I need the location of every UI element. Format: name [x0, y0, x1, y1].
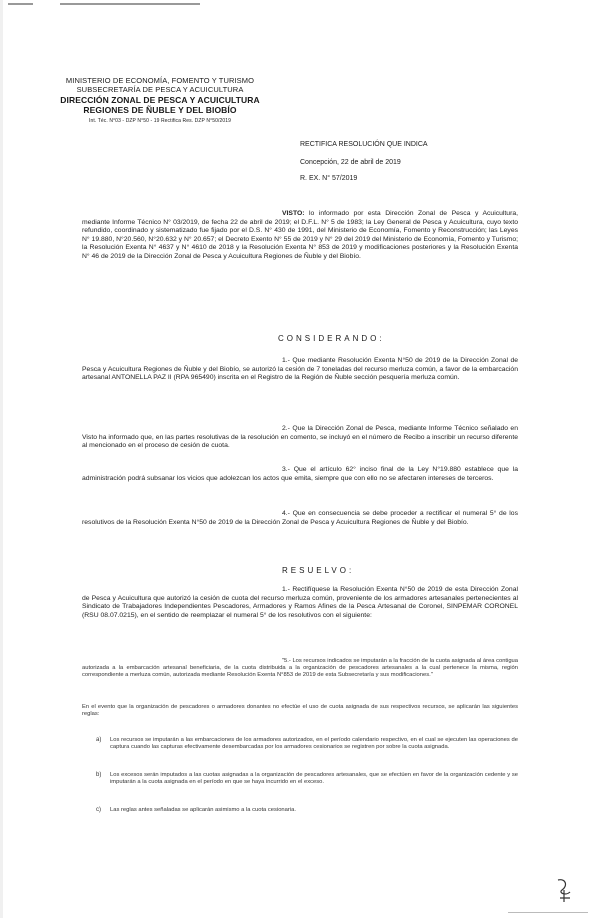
footer-line [508, 912, 588, 913]
rule-a-label: a) [96, 737, 102, 743]
resuelvo-title: RESUELVO: [282, 566, 355, 575]
resuelvo-p1: 1.- Rectifíquese la Resolución Exenta N°50 de 2019 de esta Dirección Zonal de Pesca y Acuicultura que autorizó la cesión de cuota del recurso merluza común, proveniente de los armadores artesanales pertenecientes al Sindicato de Trabajadores Independientes Pescadores, Armadores y Ramos Afines de la Pesca Artesanal de Coronel, SINPEMAR CORONEL (RSU 08.07.0215), en el sentido de reemplazar el numeral 5° de los resolutivos con el siguiente: [82, 586, 518, 619]
document-number: R. EX. N° 57/2019 [300, 175, 358, 182]
visto-text: lo informado por esta Dirección Zonal de Pesca y Acuicultura, mediante Informe Técnico N° 03/2019, de fecha 22 de abril de 2019; el D.F.L. N° 5 de 1983; la Ley General de Pesca y Acuicultura, cuyo texto refundido, coordinado y sistematizado fue fijado por el D.S. N° 430 de 1991, del Ministerio de Economía, Fomento y Reconstrucción; las Leyes N° 19.880, N°20.560, N°20.632 y N° 20.657; el Decreto Exento N° 55 de 2019 y N° 29 del 2019 del Ministerio de Economía, Fomento y Turismo; la Resolución Exenta N° 4637 y N° 4610 de 2018 y la Resolución Exenta N° 853 de 2019 y modificaciones posteriores y la Resolución Exenta N° 46 de 2019 de la Dirección Zonal de Pesca y Acuicultura Regiones de Ñuble y del Biobío. [82, 210, 518, 260]
header-regiones: REGIONES DE ÑUBLE Y DEL BIOBÍO [83, 105, 237, 115]
scan-edge [0, 0, 3, 918]
rule-c-label: c) [96, 807, 101, 813]
resuelvo-quote: "5.- Los recursos indicados se imputarán a la fracción de la cuota asignada al área contigua autorizada a la embarcación artesanal beneficiaria, de la cuota distribuida a la organización de pescadores artesanales a la cual pertenece la misma, región correspondiente a merluza común, autorizada mediante Resolución Exenta N°853 de 2019 de esta Subsecretaría y sus modificaciones." [82, 658, 518, 679]
considerando-p3: 3.- Que el artículo 62° inciso final de la Ley N°19.880 establece que la administración podrá subsanar los vicios que adolezcan los actos que emita, siempre que con ello no se afectaren intereses de terceros. [82, 466, 518, 482]
rule-c-text: Las reglas antes señaladas se aplicarán asimismo a la cuota cesionaria. [110, 807, 296, 813]
header-ministry: MINISTERIO DE ECONOMÍA, FOMENTO Y TURISMO [65, 76, 255, 85]
considerando-p4: 4.- Que en consecuencia se debe proceder a rectificar el numeral 5° de los resolutivos de la Resolución Exenta N°50 de 2019 de la Dirección Zonal de Pesca y Acuicultura Regiones de Ñuble y del Biobío. [82, 510, 518, 526]
rule-a-text: Los recursos se imputarán a las embarcaciones de los armadores autorizados, en el período calendario respectivo, en el cual se ejecuten las operaciones de captura cuando las capturas efectivamente desembarcadas por los armadores cesionarios se registren por sobre la cuota asignada. [110, 737, 518, 751]
considerando-p2: 2.- Que la Dirección Zonal de Pesca, mediante Informe Técnico señalado en Visto ha informado que, en las partes resolutivas de la resolución en comento, se incluyó en el número de Recibo a inscribir un recurso diferente al mencionado en el proceso de cesión de cuota. [82, 425, 518, 450]
top-scan-bar [0, 2, 600, 6]
signature-mark [552, 876, 578, 904]
rule-b-text: Los excesos serán imputados a las cuotas asignadas a la organización de pescadores artesanales, que se efectúen en favor de la organización cedente y se imputarán a la cuota asignada en el período en que se haya incurrido en el exceso. [110, 772, 518, 786]
visto-label: VISTO: [282, 210, 305, 217]
resuelvo-note: En el evento que la organización de pescadores o armadores donantes no efectúe el uso de cuota asignada de sus respectivos recursos, se aplicarán las siguientes reglas: [82, 704, 518, 718]
document-date: Concepción, 22 de abril de 2019 [300, 159, 401, 166]
considerando-title: CONSIDERANDO: [278, 334, 385, 343]
header-direccion-zonal: DIRECCIÓN ZONAL DE PESCA Y ACUICULTURA [60, 95, 260, 105]
visto-paragraph [82, 210, 518, 330]
considerando-p1: 1.- Que mediante Resolución Exenta N°50 de 2019 de la Dirección Zonal de Pesca y Acuicultura Regiones de Ñuble y del Biobío, se autorizó la cesión de 7 toneladas del recurso merluza común, a favor de la embarcación artesanal ANTONELLA PAZ II (RPA 965490) inscrita en el Registro de la Región de Ñuble sección pesquería merluza común. [82, 357, 518, 382]
rule-b-label: b) [96, 772, 102, 778]
header-subsecretaria: SUBSECRETARÍA DE PESCA Y ACUICULTURA [76, 85, 244, 94]
header-reference: Int. Téc. N°03 - DZP N°50 - 19 Rectifica Res. DZP N°50/2019 [89, 118, 231, 124]
document-title: RECTIFICA RESOLUCIÓN QUE INDICA [300, 141, 428, 148]
